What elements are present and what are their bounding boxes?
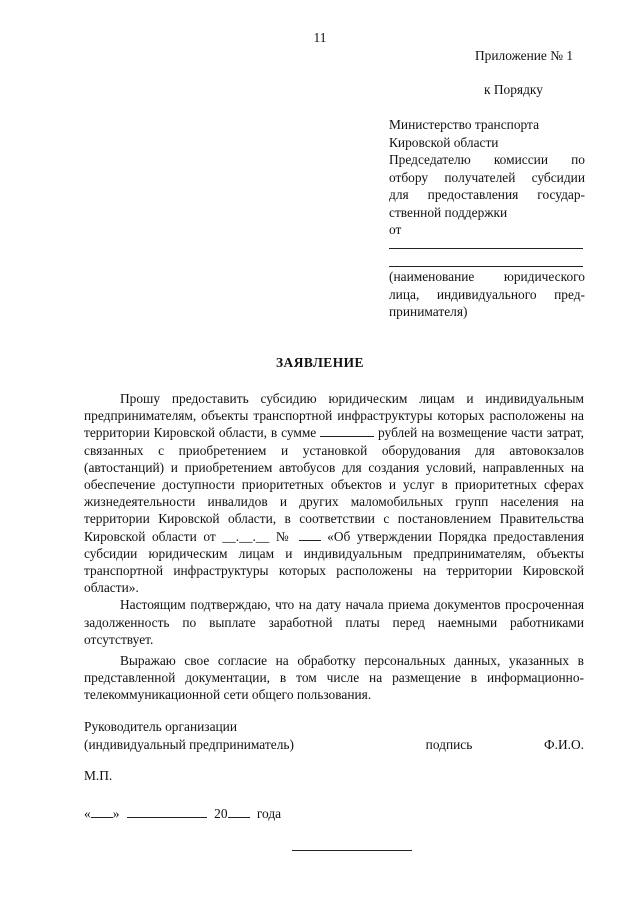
paragraph-no-debt: Настоящим подтверждаю, что на дату начала приема документов просроченная задолженность по выплате заработной платы перед наемными работниками отсутствует. — [84, 597, 584, 647]
addressee-line: от — [389, 222, 402, 237]
application-body — [84, 390, 584, 704]
signature-row — [84, 736, 584, 754]
date-open-quote: « — [84, 806, 91, 821]
to-order-label: к Порядку — [484, 82, 543, 97]
end-divider — [292, 850, 412, 851]
year-prefix: 20 — [214, 806, 228, 821]
appendix-label: Приложение № 1 — [475, 48, 574, 63]
addressee-line: отбору получателей субсидии — [389, 169, 585, 185]
caption-line: принимателя) — [389, 304, 468, 319]
date-close-quote: » — [112, 806, 120, 821]
page-number: 11 — [313, 30, 327, 45]
applicant-name-line — [389, 248, 583, 249]
date-line — [84, 806, 281, 822]
day-blank — [91, 806, 113, 818]
signatory-role: (индивидуальный предприниматель) — [84, 736, 294, 752]
addressee-line: для предоставления государ- — [389, 187, 585, 202]
amount-blank — [320, 425, 374, 437]
document-title: ЗАЯВЛЕНИЕ — [275, 355, 364, 370]
resolution-number-blank — [299, 529, 321, 541]
month-blank — [127, 806, 207, 818]
addressee-line: Кировской области — [389, 134, 499, 150]
stamp-place-label: М.П. — [84, 768, 113, 783]
signature-label: подпись — [425, 736, 473, 752]
addressee-line: ственной поддержки — [389, 204, 508, 220]
addressee-line: Министерство транспорта — [389, 117, 540, 132]
caption-line: (наименование юридического — [389, 269, 585, 284]
applicant-caption — [389, 268, 585, 321]
request-text-middle: рублей на возмещение части затрат, связанных с приобретением и установкой оборудования для автовокзалов (автостанций) и приобретением автобусов для создания условий, направленных на обеспечение доступности приоритетных объектов и услуг в приоритетных сферах жизнедеятельности инвалидов и других маломобильных групп населения на территории Кировской области, в соответствии с постановлением Правительства Кировской области от — [84, 425, 584, 544]
year-word: года — [256, 806, 282, 821]
signature-block — [84, 718, 584, 753]
paragraph-request — [84, 390, 584, 596]
year-blank — [228, 806, 250, 818]
request-text-start: Прошу предоставить субсидию юридическим лицам и индивидуальным предпринимателям, объекты транспортной инфраструктуры которых расположены на территории Кировской области, в сумме — [84, 391, 584, 441]
applicant-name-line — [389, 266, 583, 267]
paragraph-consent: Выражаю свое согласие на обработку персональных данных, указанных в представленной документации, в том числе на размещение в информационно-телекоммуникационной сети общего пользования. — [84, 653, 584, 703]
number-sign: № — [275, 528, 292, 544]
resolution-date-blank: __.__.__ — [222, 528, 270, 544]
full-name-label: Ф.И.О. — [544, 736, 584, 752]
signatory-head: Руководитель организации — [84, 719, 238, 734]
request-text-end: «Об утверждении Порядка предоставления субсидии юридическим лицам и индивидуальным предпринимателям, объекты транспортной инфраструктуры которых расположены на территории Кировской области». — [84, 528, 585, 596]
addressee-block — [389, 116, 585, 239]
caption-line: лица, индивидуального пред- — [389, 286, 585, 302]
addressee-line: Председателю комиссии по — [389, 152, 585, 167]
